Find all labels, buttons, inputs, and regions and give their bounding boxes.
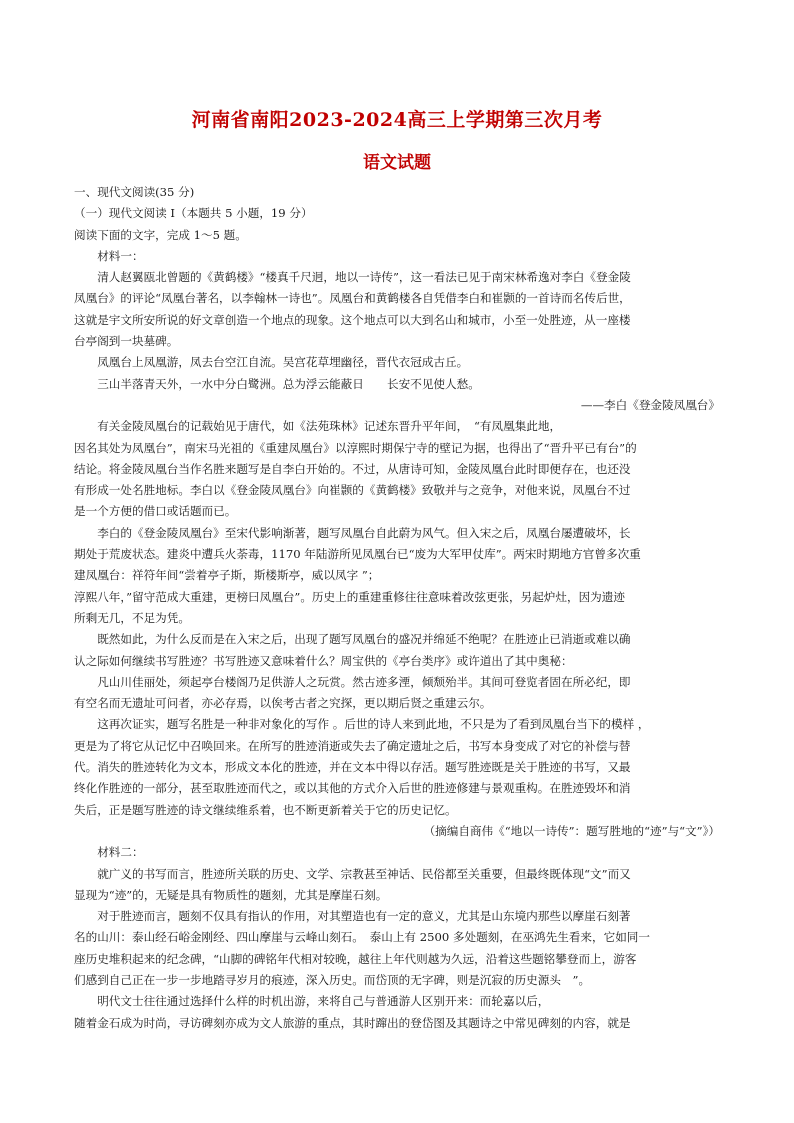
quote-line: 有空名而无遗址可问者，亦必存焉，以俟考古者之究探，更以期后贤之重建云尔。 (74, 696, 492, 711)
material-label: 材料一： (97, 248, 144, 263)
paragraph-line: 既然如此，为什么反而是在入宋之后，出现了题写凤凰台的盛况并绵延不绝呢？在胜迹止已消逝或难以确 (97, 632, 631, 647)
paragraph-line: 认之际如何继续书写胜迹？书写胜迹又意味着什么？周宝供的《亭台类序》或许道出了其中奥秘： (74, 653, 573, 668)
paragraph-line: 李白的《登金陵凤凰台》至宋代影响渐著，题写凤凰台自此蔚为风气。但入宋之后，凤凰台屡遭破坏，长 (97, 525, 631, 540)
paragraph-line: 有关金陵凤凰台的记载始见于唐代，如《法苑珠林》记述东晋升平年间， “有凤凰集此地， (97, 419, 562, 434)
paragraph-line: 显现为“迹”的，无疑是具有物质性的题刻，尤其是摩崖石刻。 (74, 887, 388, 902)
paragraph-line: 随着金石成为时尚，寻访碑刻亦成为文人旅游的重点，其时蹿出的登岱图及其题诗之中常见碑刻的内容，就是 (74, 1015, 631, 1030)
paragraph-line: 因名其处为凤凰台”，南宋马光祖的《重建凤凰台》以淳熙时期保宁寺的壁记为据，也得出了“晋升平已有台”的 (74, 440, 637, 455)
paragraph-line: 对于胜迹而言，题刻不仅具有指认的作用，对其塑造也有一定的意义，尤其是山东境内那些以摩崖石刻著 (97, 909, 631, 924)
paragraph-line: 明代文士往往通过选择什么样的时机出游，来将自己与普通游人区别开来：而轮嘉以后， (97, 994, 550, 1009)
paragraph-line: 更是为了将它从记忆中召唤回来。在所写的胜迹消逝或失去了确定遗址之后，书写本身变成了对它的补偿与替 (74, 738, 631, 753)
paragraph-line: 这再次证实，题写名胜是一种非对象化的写作 。后世的诗人来到此地，不只是为了看到凤凰台当下的模样 ， (97, 717, 650, 732)
paragraph-line: 结论。将金陵凤凰台当作名胜来题写是自李白开始的。不过，从唐诗可知，金陵凤凰台此时即便存在，也还没 (74, 461, 631, 476)
material-label: 材料二： (97, 845, 144, 860)
paragraph-line: 终化作胜迹的一部分，甚至取胜迹而代之，或以其他的方式介入后世的胜迹修建与景观重构。在胜迹毁坏和消 (74, 781, 631, 796)
paragraph-line: 建凤凰台：祥符年间“尝着亭子斯，斯楼斯亭，威以凤字 ”； (74, 568, 380, 583)
document-title: 河南省南阳2023-2024高三上学期第三次月考 (191, 109, 603, 131)
paragraph-line: 是一个方便的借口或话题而已。 (74, 504, 237, 519)
quote-line: 凡山川佳丽处，须起亭台楼阁乃足供游人之玩赏。然古迹多湮，倾颓殆半。其间可登览者固在所必纪，即 (97, 674, 631, 689)
section-heading: 一、现代文阅读(35 分) (74, 185, 195, 199)
paragraph-line: 清人赵翼瓯北曾题的《黄鹤楼》“楼真千尺迥，地以一诗传”，这一看法已见于南宋林希逸对李白《登金陵 (97, 270, 631, 285)
paragraph-line: 凤凰台》的评论“凤凰台著名，以李翰林一诗也”。凤凰台和黄鹤楼各自凭借李白和崔颢的一首诗而名传后世， (74, 291, 631, 306)
document-subtitle: 语文试题 (363, 153, 431, 173)
paragraph-line: 就广义的书写而言，胜迹所关联的历史、文学、宗教甚至神话、民俗都至关重要，但最终既体现“文”而又 (97, 866, 631, 881)
paragraph-line: 这就是宇文所安所说的好文章创造一个地点的现象。这个地点可以大到名山和城市，小至一处胜迹，从一座楼 (74, 312, 631, 327)
paragraph-line: 有形成一处名胜地标。李白以《登金陵凤凰台》向崔颢的《黄鹤楼》致敬并与之竞争，对他来说，凤凰台不过 (74, 483, 631, 498)
poem-line: 凤凰台上凤凰游，凤去台空江自流。吴宫花草埋幽径，晋代衣冠成古丘。 (97, 355, 469, 370)
paragraph-line: 台亭阁到一块墓碑。 (74, 334, 179, 349)
paragraph-line: 座历史堆积起来的纪念碑，“山脚的碑铭年代相对较晚，越往上年代则越为久远，沿着这些题铭攀登而上，游客 (74, 951, 637, 966)
paragraph-line: 代。消失的胜迹转化为文本，形成文本化的胜迹，并在文本中得以存活。题写胜迹既是关于胜迹的书写，又最 (74, 760, 631, 775)
paragraph-line: 所剩无几，不足为凭。 (74, 610, 190, 625)
poem-line: 三山半落青天外，一水中分白鹭洲。总为浮云能蔽日 长安不见使人愁。 (97, 376, 480, 391)
paragraph-line: 淳熙八年，”留守范成大重建，更榜曰凤凰台”。历史上的重建重修往往意味着改弦更张，另起炉灶，因为遗迹 (74, 589, 625, 604)
instruction-text: 阅读下面的文字，完成 1～5 题。 (74, 227, 247, 242)
document-body (74, 182, 720, 1034)
paragraph-line: 失后，正是题写胜迹的诗文继续维系着，也不断更新着关于它的历史记忆。 (74, 802, 457, 817)
paragraph-line: 们感到自己正在一步一步地踏寻岁月的痕迹，深入历史。而岱顶的无字碑，则是沉寂的历史源头 ”。 (74, 972, 591, 987)
paragraph-line: 名的山川：泰山经石峪金刚经、四山摩崖与云峰山刻石。 泰山上有 2500 多处题刻，在巫鸿先生看来，它如同一 (74, 930, 650, 945)
subsection-heading: （一）现代文阅读 I（本题共 5 小题，19 分） (74, 206, 313, 221)
paragraph-line: 期处于荒废状态。建炎中遭兵火荼毒，1170 年陆游所见凤凰台已“废为大军甲仗库”。两宋时期地方官曾多次重 (74, 547, 641, 562)
excerpt-source: （摘编自商伟《“地以一诗传”：题写胜地的“迹”与“文”》） (423, 823, 720, 838)
poem-source: ——李白《登金陵凤凰台》 (580, 397, 720, 412)
